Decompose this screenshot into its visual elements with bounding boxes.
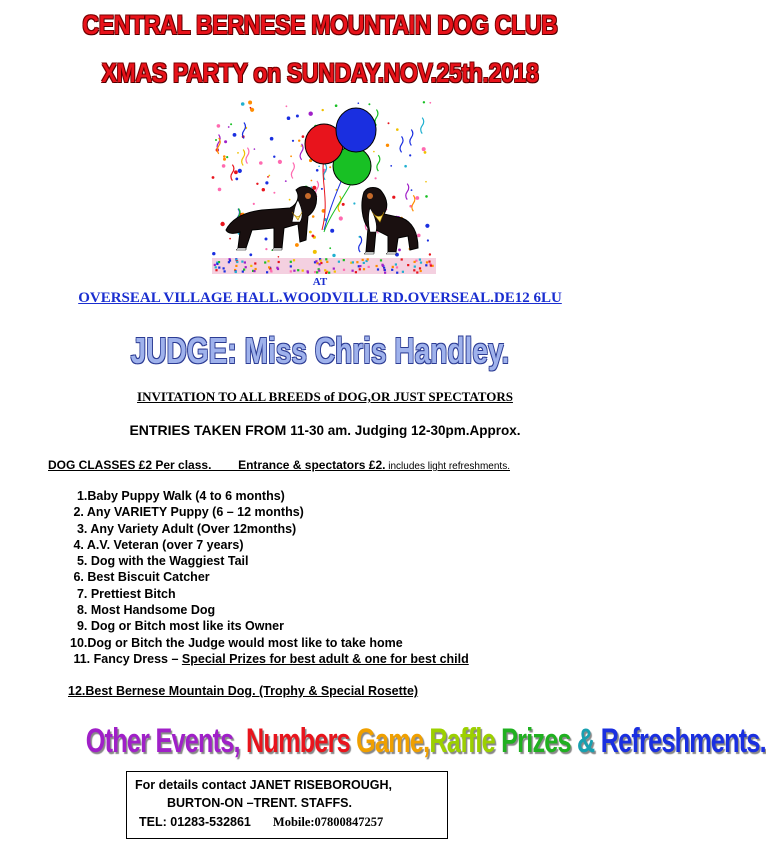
- confetti-dot: [339, 216, 343, 220]
- floor-confetti-piece: [214, 264, 216, 266]
- confetti-dot: [329, 247, 331, 249]
- confetti-dot: [295, 243, 299, 247]
- events-word: Refreshments.: [600, 722, 766, 760]
- floor-confetti-piece: [414, 261, 416, 263]
- confetti-dot: [368, 103, 370, 105]
- events-word: Numbers: [246, 722, 357, 760]
- confetti-dot: [313, 250, 317, 254]
- list-item: 8. Most Handsome Dog: [70, 603, 216, 618]
- events-word: Other Events,: [85, 722, 247, 760]
- confetti-dot: [386, 144, 389, 147]
- confetti-dot: [220, 222, 224, 226]
- confetti-dot: [253, 203, 255, 205]
- floor-confetti-piece: [384, 269, 386, 271]
- class-list: [70, 488, 469, 667]
- floor-confetti-piece: [325, 258, 327, 260]
- floor-confetti-piece: [419, 267, 421, 269]
- confetti-dot: [390, 165, 392, 167]
- floor-confetti-piece: [334, 271, 336, 273]
- floor-confetti-piece: [224, 270, 226, 272]
- confetti-dot: [268, 175, 270, 177]
- confetti-dot: [235, 178, 238, 181]
- confetti-dot: [427, 239, 429, 241]
- confetti-dot: [311, 180, 313, 182]
- events-word: Game,: [356, 722, 430, 760]
- confetti-dot: [229, 238, 231, 240]
- confetti-dot: [425, 181, 427, 183]
- floor-confetti-piece: [293, 259, 295, 261]
- floor-confetti-piece: [420, 262, 422, 264]
- confetti-dot: [262, 188, 265, 191]
- floor-confetti-piece: [267, 260, 269, 262]
- confetti-dot: [329, 166, 331, 168]
- confetti-dot: [302, 135, 305, 138]
- confetti-dot: [417, 234, 421, 238]
- confetti-dot: [312, 235, 315, 238]
- confetti-dot: [296, 115, 299, 118]
- judge-heading: JUDGE: Miss Chris Handley.: [130, 330, 510, 371]
- floor-confetti-piece: [253, 270, 255, 272]
- confetti-dot: [212, 252, 215, 255]
- contact-phones: [139, 815, 383, 830]
- floor-confetti-piece: [413, 269, 415, 271]
- confetti-dot: [353, 202, 355, 204]
- confetti-dot: [429, 253, 431, 255]
- confetti-dot: [212, 176, 215, 179]
- confetti-dot: [285, 180, 287, 182]
- floor-confetti-piece: [343, 269, 345, 271]
- streamer: [246, 148, 249, 164]
- floor-confetti-piece: [245, 266, 247, 268]
- floor-confetti-piece: [316, 271, 318, 273]
- confetti-dot: [265, 248, 267, 250]
- floor-confetti-piece: [293, 270, 295, 272]
- floor-confetti-piece: [333, 268, 335, 270]
- class-11-prizes: Special Prizes for best adult & one for best child: [181, 651, 469, 666]
- floor-confetti-piece: [402, 271, 404, 273]
- confetti-dot: [388, 122, 390, 124]
- floor-confetti-piece: [352, 261, 354, 263]
- floor-confetti-piece: [384, 272, 386, 274]
- confetti-dot: [290, 155, 292, 157]
- floor-confetti-piece: [319, 263, 321, 265]
- streamer: [410, 129, 413, 145]
- confetti-dot: [398, 249, 401, 252]
- floor-confetti-piece: [215, 266, 217, 268]
- floor-confetti-piece: [356, 261, 358, 263]
- floor-confetti-piece: [290, 261, 292, 263]
- confetti-dot: [312, 215, 315, 218]
- confetti-dot: [222, 164, 226, 168]
- floor-confetti-piece: [318, 270, 320, 272]
- confetti-dot: [411, 189, 413, 191]
- floor-confetti-piece: [324, 269, 326, 271]
- confetti-dot: [233, 133, 237, 137]
- classes-fees-main: DOG CLASSES £2 Per class. Entrance & spectators £2.: [48, 458, 386, 472]
- confetti-dot: [215, 139, 217, 141]
- floor-confetti-piece: [377, 268, 379, 270]
- floor-confetti-piece: [302, 270, 304, 272]
- floor-confetti-piece: [430, 265, 432, 267]
- floor-confetti-piece: [407, 264, 409, 266]
- confetti-dot: [289, 199, 291, 201]
- floor-confetti-piece: [315, 260, 317, 262]
- confetti-dot: [322, 109, 324, 111]
- contact-line-2: BURTON-ON –TRENT. STAFFS.: [167, 796, 352, 810]
- floor-confetti-piece: [401, 258, 403, 260]
- confetti-dot: [278, 256, 280, 258]
- confetti-dot: [373, 151, 375, 153]
- streamer: [242, 149, 245, 165]
- confetti-dot: [217, 124, 221, 128]
- confetti-dot: [404, 165, 407, 168]
- streamer: [377, 155, 380, 171]
- at-label: AT: [312, 276, 328, 288]
- list-item: 6. Best Biscuit Catcher: [70, 570, 210, 585]
- confetti-dot: [318, 166, 320, 168]
- floor-confetti-piece: [268, 266, 270, 268]
- confetti-dot: [415, 196, 419, 200]
- floor-confetti-piece: [380, 259, 382, 261]
- confetti-dot: [270, 137, 274, 141]
- title-line-2: XMAS PARTY on SUNDAY.NOV.25th.2018: [101, 58, 539, 88]
- confetti-dot: [238, 169, 242, 173]
- floor-confetti-piece: [343, 259, 345, 261]
- events-word: &: [577, 722, 601, 760]
- confetti-dot: [223, 158, 226, 161]
- contact-mobile: Mobile:07800847257: [272, 815, 384, 829]
- confetti-dot: [234, 170, 238, 174]
- list-item: 1.Baby Puppy Walk (4 to 6 months): [70, 489, 285, 503]
- streamer: [291, 163, 294, 179]
- floor-confetti-piece: [250, 265, 252, 267]
- floor-confetti-piece: [376, 265, 378, 267]
- floor-confetti-piece: [276, 267, 278, 269]
- floor-confetti-piece: [216, 263, 218, 265]
- list-item: 7. Prettiest Bitch: [70, 586, 176, 601]
- floor-confetti-piece: [355, 271, 357, 273]
- confetti-dot: [254, 148, 256, 150]
- floor-confetti-piece: [419, 259, 421, 261]
- floor-confetti-piece: [270, 270, 272, 272]
- floor-confetti-piece: [392, 266, 394, 268]
- confetti-dot: [424, 151, 427, 154]
- class-11-prefix: 11. Fancy Dress –: [70, 651, 182, 666]
- bernese-dog-left-icon: [226, 187, 317, 250]
- confetti-dot: [392, 196, 395, 199]
- confetti-dot: [259, 161, 263, 165]
- confetti-dot: [342, 203, 345, 206]
- floor-confetti-piece: [235, 271, 237, 273]
- confetti-dot: [409, 154, 411, 156]
- entries-line: [0, 422, 650, 438]
- confetti-dot: [226, 156, 228, 158]
- classes-fees-line: [48, 458, 510, 472]
- floor-confetti-piece: [391, 269, 393, 271]
- floor-confetti-piece: [254, 262, 256, 264]
- streamer: [359, 236, 362, 252]
- confetti-dot: [423, 101, 425, 103]
- confetti-dogs-graphic: [212, 100, 436, 275]
- venue-address: OVERSEAL VILLAGE HALL.WOODVILLE RD.OVERSEAL.DE12 6LU: [78, 290, 562, 306]
- floor-confetti-piece: [314, 271, 316, 273]
- entries-times: 11-30 am. Judging 12-30pm.Approx.: [290, 423, 521, 438]
- floor-confetti-piece: [359, 265, 361, 267]
- confetti-dot: [267, 176, 269, 178]
- confetti-dot: [358, 102, 360, 104]
- floor-confetti-piece: [242, 271, 244, 273]
- balloon-blue-icon: [336, 108, 376, 152]
- floor-confetti-piece: [241, 261, 243, 263]
- floor-confetti-piece: [359, 268, 361, 270]
- floor-confetti-piece: [326, 261, 328, 263]
- confetti-dot: [223, 155, 226, 158]
- contact-line-1: For details contact JANET RISEBOROUGH,: [135, 778, 392, 792]
- confetti-dot: [256, 183, 258, 185]
- floor-confetti-piece: [425, 264, 427, 266]
- best-class-line: 12.Best Bernese Mountain Dog. (Trophy & Special Rosette): [68, 684, 419, 698]
- entries-prefix: ENTRIES TAKEN FROM: [129, 422, 291, 438]
- confetti-dot: [425, 224, 429, 228]
- floor-confetti-piece: [243, 269, 245, 271]
- floor-confetti-piece: [255, 268, 257, 270]
- floor-confetti-piece: [297, 269, 299, 271]
- confetti-dot: [298, 140, 300, 142]
- floor-confetti-piece: [235, 265, 237, 267]
- party-illustration: [212, 100, 436, 275]
- floor-confetti-piece: [278, 261, 280, 263]
- floor-confetti-piece: [396, 272, 398, 274]
- confetti-dot: [321, 188, 323, 190]
- list-item: [70, 651, 469, 667]
- floor-confetti-piece: [266, 271, 268, 273]
- floor-confetti-piece: [363, 262, 365, 264]
- title-line-1: CENTRAL BERNESE MOUNTAIN DOG CLUB: [82, 10, 558, 40]
- confetti-dot: [309, 231, 312, 234]
- confetti-dot: [241, 102, 245, 106]
- events-word: Raffle: [429, 722, 502, 760]
- events-word: Prizes: [501, 722, 578, 760]
- floor-confetti-piece: [338, 261, 340, 263]
- invitation-text: INVITATION TO ALL BREEDS of DOG,OR JUST SPECTATORS: [137, 389, 513, 404]
- floor-confetti-piece: [236, 261, 238, 263]
- floor-confetti-piece: [416, 271, 418, 273]
- floor-confetti-piece: [307, 271, 309, 273]
- confetti-dot: [429, 102, 431, 104]
- floor-confetti-piece: [218, 267, 220, 269]
- streamer: [421, 118, 424, 134]
- floor-confetti-piece: [396, 266, 398, 268]
- confetti-dot: [330, 229, 334, 233]
- classes-fees-note: includes light refreshments.: [385, 461, 510, 472]
- confetti-dot: [230, 123, 232, 125]
- floor-confetti-piece: [362, 259, 364, 261]
- floor-confetti-piece: [414, 266, 416, 268]
- confetti-dot: [237, 152, 239, 154]
- floor-confetti-piece: [223, 267, 225, 269]
- confetti-dot: [218, 188, 222, 192]
- floor-confetti-piece: [367, 258, 369, 260]
- floor-confetti-piece: [363, 268, 365, 270]
- confetti-dot: [425, 195, 428, 198]
- confetti-dot: [422, 147, 426, 151]
- confetti-dot: [375, 177, 377, 179]
- floor-confetti-piece: [420, 270, 422, 272]
- confetti-dot: [265, 238, 268, 241]
- floor-confetti-piece: [290, 270, 292, 272]
- streamer: [400, 136, 403, 152]
- confetti-dot: [292, 140, 294, 142]
- events-banner: [85, 722, 766, 761]
- confetti-dot: [249, 253, 252, 256]
- floor-confetti-piece: [368, 266, 370, 268]
- floor-confetti-piece: [395, 263, 397, 265]
- floor-confetti-piece: [215, 269, 217, 271]
- list-item: 5. Dog with the Waggiest Tail: [70, 554, 249, 569]
- confetti-dot: [224, 140, 227, 143]
- contact-box: [126, 771, 448, 839]
- floor-confetti-piece: [264, 261, 266, 263]
- confetti-dot: [228, 126, 230, 128]
- floor-confetti-piece: [428, 261, 430, 263]
- streamer: [231, 165, 234, 181]
- floor-confetti-piece: [328, 272, 330, 274]
- bernese-dog-right-icon: [362, 188, 418, 255]
- floor-confetti-piece: [229, 260, 231, 262]
- floor-confetti-piece: [290, 265, 292, 267]
- confetti-dot: [332, 254, 335, 257]
- list-item: 4. A.V. Veteran (over 7 years): [70, 537, 244, 552]
- confetti-dot: [250, 107, 252, 109]
- confetti-dot: [265, 181, 268, 184]
- floor-confetti-piece: [244, 261, 246, 263]
- floor-confetti-piece: [426, 261, 428, 263]
- floor-confetti-piece: [382, 265, 384, 267]
- list-item: 3. Any Variety Adult (Over 12months): [70, 521, 297, 536]
- confetti-dot: [278, 160, 282, 164]
- list-item: 10.Dog or Bitch the Judge would most like to take home: [70, 635, 403, 650]
- list-item: 9. Dog or Bitch most like its Owner: [70, 619, 284, 634]
- confetti-dot: [273, 156, 275, 158]
- confetti-dot: [309, 112, 313, 116]
- confetti-dot: [396, 128, 399, 131]
- list-item: 2. Any VARIETY Puppy (6 – 12 months): [70, 505, 304, 520]
- streamer: [412, 195, 415, 211]
- confetti-dot: [248, 101, 252, 105]
- confetti-dot: [287, 116, 291, 120]
- confetti-dot: [273, 192, 275, 194]
- contact-tel: TEL: 01283-532861: [139, 815, 251, 829]
- streamer: [406, 184, 409, 200]
- confetti-dot: [316, 169, 319, 172]
- floor-confetti-piece: [352, 270, 354, 272]
- floor-confetti-piece: [316, 262, 318, 264]
- floor-confetti-piece: [320, 260, 322, 262]
- floor-confetti-piece: [325, 272, 327, 274]
- confetti-dot: [286, 105, 288, 107]
- confetti-dot: [335, 104, 338, 107]
